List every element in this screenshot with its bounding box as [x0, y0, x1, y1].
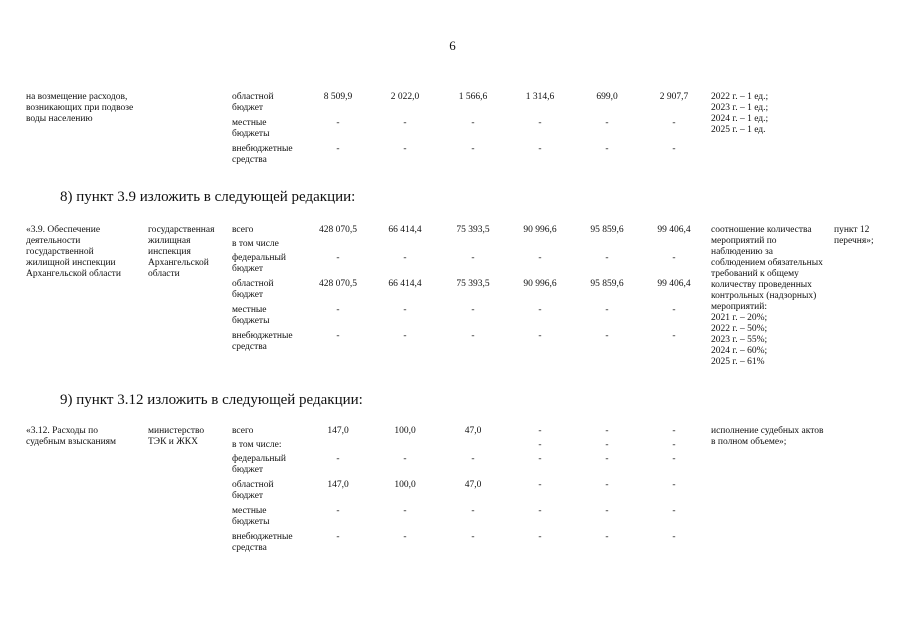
- budget-value: -: [672, 440, 676, 450]
- budget-value: -: [336, 454, 340, 464]
- budget-value: -: [471, 305, 475, 315]
- budget-value: -: [336, 118, 340, 128]
- event-title: на возмещение расходов, возникающих при подвозе воды населению: [26, 92, 134, 124]
- budget-source-label: в том числе: [232, 239, 279, 249]
- budget-value: 2 022,0: [390, 92, 420, 102]
- budget-source-label: в том числе:: [232, 440, 282, 450]
- budget-value: 90 996,6: [523, 225, 557, 235]
- budget-value: -: [403, 454, 407, 464]
- page-number: 6: [449, 38, 456, 53]
- budget-value: -: [538, 305, 542, 315]
- budget-value: -: [336, 331, 340, 341]
- budget-source-label: внебюджетные средства: [232, 144, 293, 165]
- budget-value: -: [538, 480, 542, 490]
- budget-value: 47,0: [464, 426, 482, 436]
- budget-value: 90 996,6: [523, 279, 557, 289]
- budget-value: 66 414,4: [388, 225, 422, 235]
- budget-value: -: [538, 426, 542, 436]
- budget-value: -: [403, 144, 407, 154]
- budget-value: -: [471, 532, 475, 542]
- budget-source-label: областной бюджет: [232, 92, 274, 113]
- executor-text: государственная жилищная инспекция Архангельской области: [148, 225, 215, 279]
- budget-value: -: [605, 118, 609, 128]
- budget-source-label: всего: [232, 225, 254, 235]
- budget-value: -: [672, 532, 676, 542]
- budget-value: -: [605, 331, 609, 341]
- indicator-text: 2022 г. – 1 ед.; 2023 г. – 1 ед.; 2024 г. – 1 ед.; 2025 г. – 1 ед.: [711, 92, 769, 135]
- budget-value: -: [336, 253, 340, 263]
- budget-source-label: всего: [232, 426, 254, 436]
- budget-value: -: [403, 253, 407, 263]
- reference-text: пункт 12 перечня»;: [834, 225, 874, 246]
- budget-value: 699,0: [596, 92, 618, 102]
- budget-value: -: [538, 532, 542, 542]
- budget-value: 147,0: [327, 426, 349, 436]
- budget-value: -: [403, 506, 407, 516]
- budget-value: -: [538, 118, 542, 128]
- budget-source-label: внебюджетные средства: [232, 532, 293, 553]
- budget-value: -: [538, 144, 542, 154]
- budget-value: -: [336, 144, 340, 154]
- budget-value: -: [538, 454, 542, 464]
- budget-value: -: [538, 253, 542, 263]
- budget-value: 100,0: [394, 426, 416, 436]
- budget-value: -: [471, 144, 475, 154]
- budget-value: -: [336, 506, 340, 516]
- budget-value: 100,0: [394, 480, 416, 490]
- budget-value: -: [605, 144, 609, 154]
- budget-value: -: [605, 480, 609, 490]
- budget-value: -: [605, 506, 609, 516]
- budget-value: -: [605, 532, 609, 542]
- budget-value: 47,0: [464, 480, 482, 490]
- budget-value: -: [538, 506, 542, 516]
- indicator-text: соотношение количества мероприятий по наблюдению за соблюдением обязательных требований к общему количеству проведенных контрольных (надзорных) мероприятий: 2021 г. – 20%; 2022 г. – 50%; 2023 г. – 55%; 2024 г. – 60%; 2025 г. – 61%: [711, 225, 823, 367]
- budget-source-label: внебюджетные средства: [232, 331, 293, 352]
- budget-value: -: [538, 440, 542, 450]
- budget-value: -: [672, 253, 676, 263]
- budget-value: -: [403, 532, 407, 542]
- budget-value: 99 406,4: [657, 279, 691, 289]
- budget-value: 428 070,5: [319, 279, 357, 289]
- budget-value: 99 406,4: [657, 225, 691, 235]
- budget-value: -: [403, 305, 407, 315]
- budget-value: -: [672, 305, 676, 315]
- budget-value: -: [336, 532, 340, 542]
- budget-value: -: [605, 253, 609, 263]
- executor-text: министерство ТЭК и ЖКХ: [148, 426, 205, 447]
- budget-value: 2 907,7: [659, 92, 689, 102]
- budget-source-label: местные бюджеты: [232, 118, 270, 139]
- budget-value: 95 859,6: [590, 225, 624, 235]
- budget-value: 8 509,9: [323, 92, 353, 102]
- budget-value: 75 393,5: [456, 225, 490, 235]
- budget-value: -: [605, 454, 609, 464]
- budget-source-label: областной бюджет: [232, 480, 274, 501]
- budget-value: 147,0: [327, 480, 349, 490]
- section-heading-8: 8) пункт 3.9 изложить в следующей редакции:: [60, 189, 356, 205]
- budget-value: 66 414,4: [388, 279, 422, 289]
- budget-value: 75 393,5: [456, 279, 490, 289]
- budget-value: -: [471, 253, 475, 263]
- budget-value: -: [672, 480, 676, 490]
- budget-source-label: федеральный бюджет: [232, 253, 286, 274]
- budget-source-label: федеральный бюджет: [232, 454, 286, 475]
- budget-value: -: [471, 118, 475, 128]
- budget-value: -: [471, 506, 475, 516]
- event-title: «3.9. Обеспечение деятельности государственной жилищной инспекции Архангельской области: [26, 225, 121, 279]
- budget-source-label: областной бюджет: [232, 279, 274, 300]
- budget-value: -: [538, 331, 542, 341]
- budget-value: -: [672, 144, 676, 154]
- budget-value: -: [605, 440, 609, 450]
- budget-value: 95 859,6: [590, 279, 624, 289]
- indicator-text: исполнение судебных актов в полном объеме»;: [711, 426, 824, 447]
- budget-value: 1 566,6: [458, 92, 488, 102]
- budget-value: -: [672, 118, 676, 128]
- budget-value: -: [471, 454, 475, 464]
- budget-value: 1 314,6: [525, 92, 555, 102]
- budget-value: 428 070,5: [319, 225, 357, 235]
- budget-value: -: [672, 426, 676, 436]
- budget-value: -: [605, 426, 609, 436]
- budget-value: -: [672, 506, 676, 516]
- budget-value: -: [471, 331, 475, 341]
- event-title: «3.12. Расходы по судебным взысканиям: [26, 426, 117, 447]
- budget-value: -: [672, 454, 676, 464]
- section-heading-9: 9) пункт 3.12 изложить в следующей редакции:: [60, 392, 363, 408]
- budget-value: -: [336, 305, 340, 315]
- budget-value: -: [672, 331, 676, 341]
- budget-source-label: местные бюджеты: [232, 305, 270, 326]
- budget-value: -: [403, 118, 407, 128]
- budget-value: -: [403, 331, 407, 341]
- budget-source-label: местные бюджеты: [232, 506, 270, 527]
- budget-value: -: [605, 305, 609, 315]
